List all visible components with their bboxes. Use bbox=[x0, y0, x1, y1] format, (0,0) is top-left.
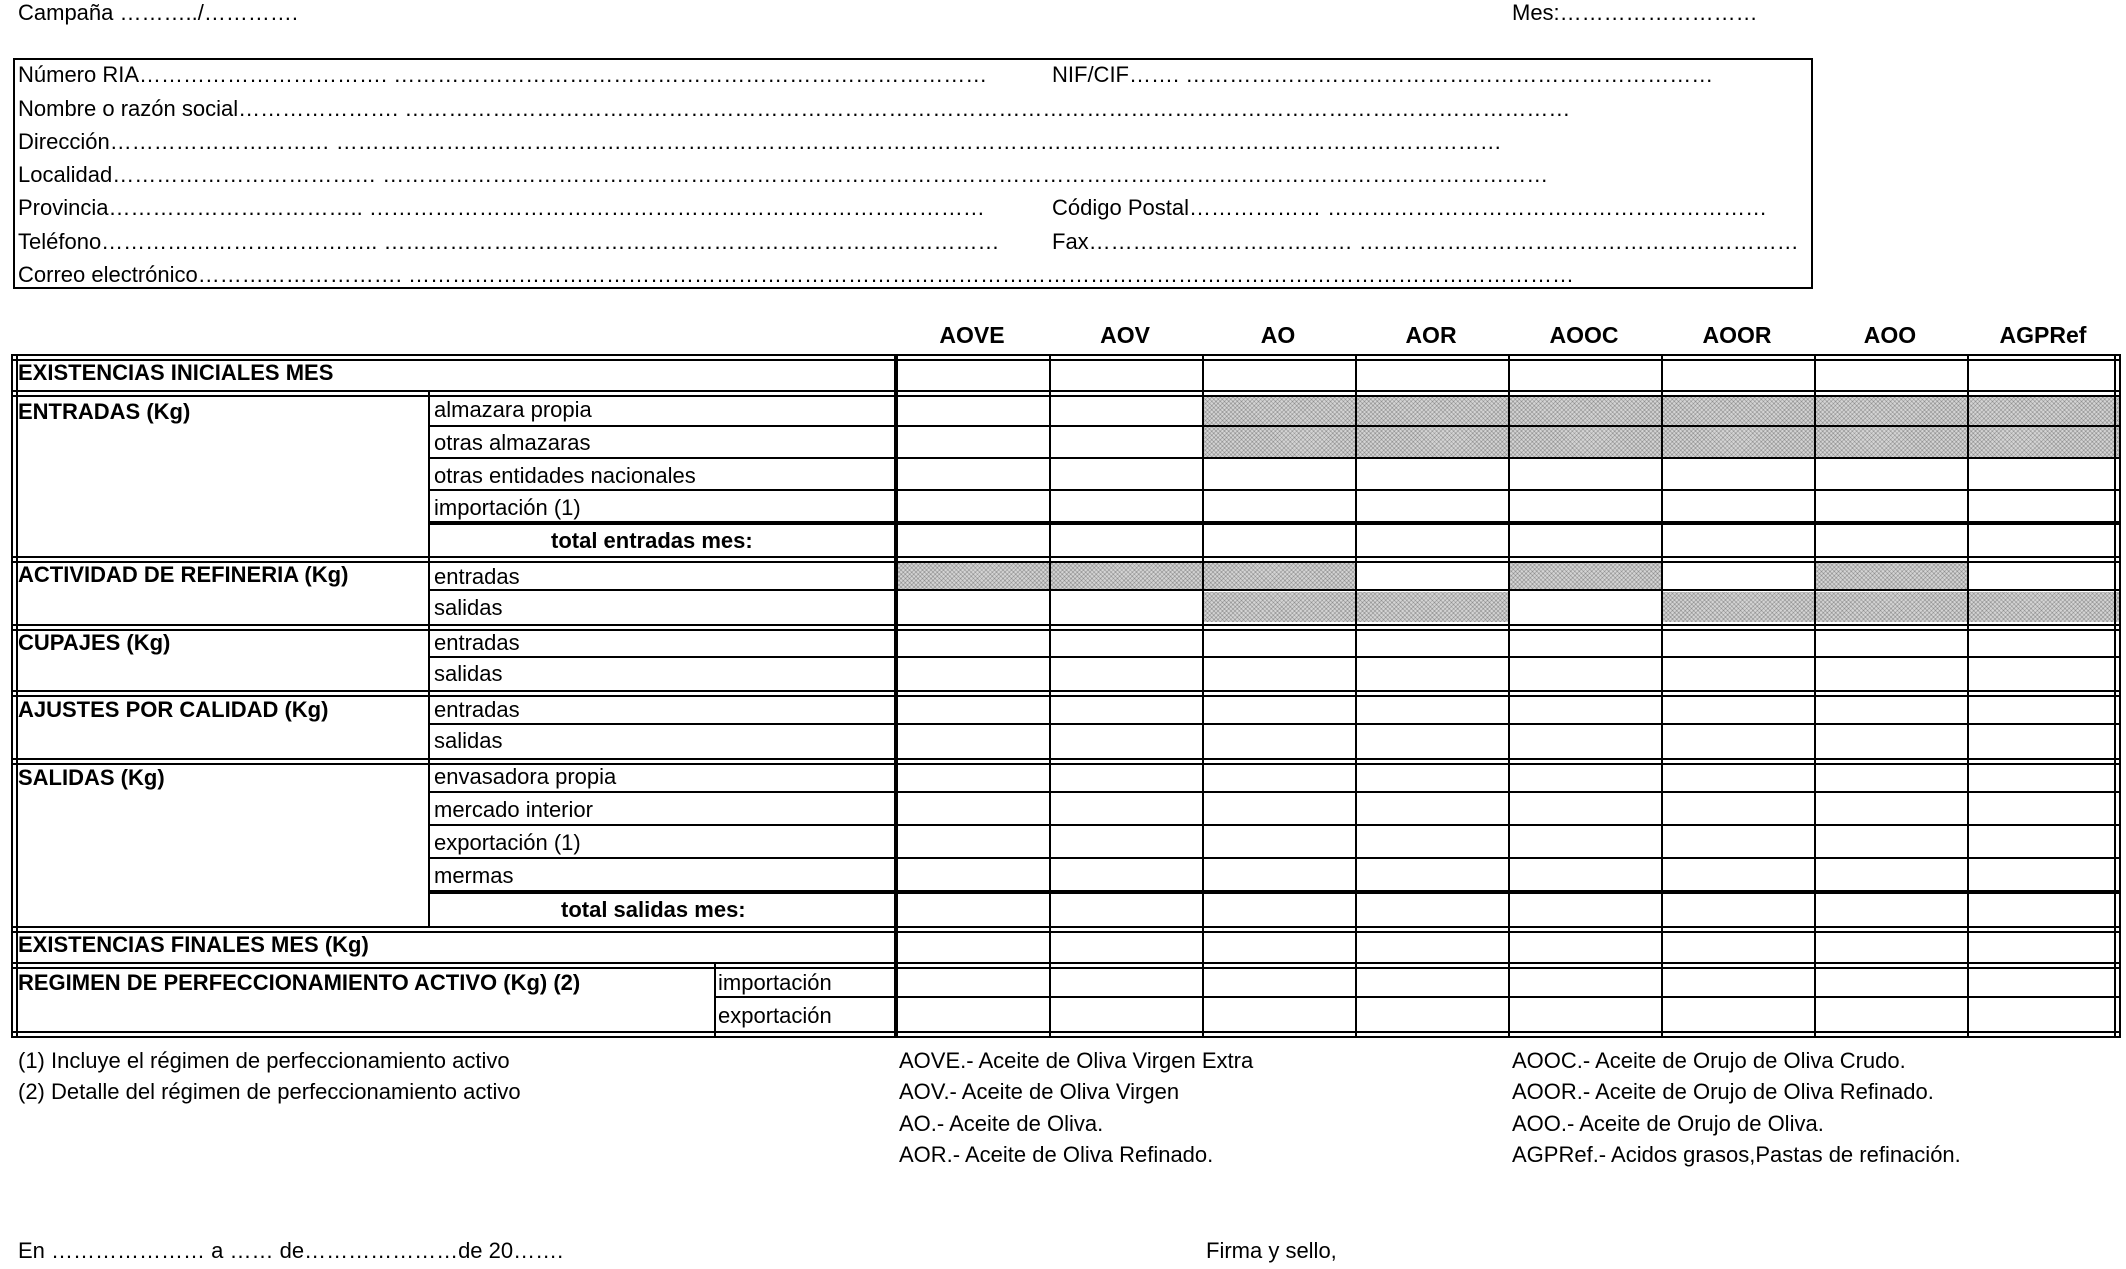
col-header-aov: AOV bbox=[1100, 322, 1150, 348]
row-divider bbox=[428, 457, 2121, 459]
col-header-aoor: AOOR bbox=[1702, 322, 1772, 348]
section-initial-stock: EXISTENCIAS INICIALES MES bbox=[18, 360, 334, 385]
phone-field[interactable]: Teléfono……………………………….. ………………………………………………………………………… bbox=[18, 229, 1000, 254]
campaign-field[interactable]: Campaña ………../…………. bbox=[18, 0, 298, 25]
name-field[interactable]: Nombre o razón social…………………. …………………………………………………………………………………………………………………………………………… bbox=[18, 96, 1571, 121]
col-header-aooc: AOOC bbox=[1549, 322, 1619, 348]
row-aj-salidas: salidas bbox=[434, 728, 503, 753]
address-field[interactable]: Dirección………………………… …………………………………………………………………………………………………………………………………………… bbox=[18, 129, 1502, 154]
col-header-ao: AO bbox=[1260, 322, 1296, 348]
col-header-aor: AOR bbox=[1405, 322, 1457, 348]
column-divider bbox=[1814, 354, 1816, 1038]
row-aj-entradas: entradas bbox=[434, 697, 520, 722]
section-divider-inner bbox=[11, 763, 2121, 765]
legend-aoo: AOO.- Aceite de Orujo de Oliva. bbox=[1512, 1111, 1824, 1136]
row-importacion: importación (1) bbox=[434, 495, 581, 520]
section-divider-inner bbox=[11, 967, 2121, 969]
section-divider bbox=[11, 390, 2121, 392]
nif-field[interactable]: NIF/CIF……. ……………………………………………………………… bbox=[1052, 62, 1714, 87]
section-quality: AJUSTES POR CALIDAD (Kg) bbox=[18, 697, 329, 722]
section-entries: ENTRADAS (Kg) bbox=[18, 399, 191, 424]
col-header-aove: AOVE bbox=[939, 322, 1005, 348]
row-cup-salidas: salidas bbox=[434, 661, 503, 686]
legend-agpref: AGPRef.- Acidos grasos,Pastas de refinación. bbox=[1512, 1142, 1961, 1167]
place-date-field[interactable]: En ………………… a …… de…………………de 20……. bbox=[18, 1238, 564, 1263]
row-divider bbox=[428, 791, 2121, 793]
ria-field[interactable]: Número RIA……………………………. ……………………………………………………………………… bbox=[18, 62, 988, 87]
legend-aov: AOV.- Aceite de Oliva Virgen bbox=[899, 1079, 1180, 1104]
postal-code-field[interactable]: Código Postal……………… …………………………………………………… bbox=[1052, 195, 1768, 220]
label-column-divider bbox=[428, 390, 430, 926]
row-divider bbox=[428, 489, 2121, 491]
row-total-entradas: total entradas mes: bbox=[551, 528, 753, 553]
row-exportacion: exportación (1) bbox=[434, 830, 581, 855]
section-rpa: REGIMEN DE PERFECCIONAMIENTO ACTIVO (Kg) (2) bbox=[18, 970, 581, 995]
locality-field[interactable]: Localidad……………………………… …………………………………………………………………………………………………………………………………………… bbox=[18, 162, 1549, 187]
column-divider bbox=[1355, 354, 1357, 1038]
email-field[interactable]: Correo electrónico………………………. …………………………………………………………………………………………………………………………………………… bbox=[18, 262, 1574, 287]
section-final-stock: EXISTENCIAS FINALES MES (Kg) bbox=[18, 932, 369, 957]
section-divider-inner bbox=[11, 629, 2121, 631]
row-total-salidas: total salidas mes: bbox=[561, 897, 746, 922]
legend-aoor: AOOR.- Aceite de Orujo de Oliva Refinado. bbox=[1512, 1079, 1934, 1104]
row-rpa-export: exportación bbox=[718, 1003, 832, 1028]
shaded-cells-ref-entradas-c bbox=[1815, 561, 1968, 591]
section-outputs: SALIDAS (Kg) bbox=[18, 765, 165, 790]
row-ref-entradas: entradas bbox=[434, 564, 520, 589]
legend-aooc: AOOC.- Aceite de Orujo de Oliva Crudo. bbox=[1512, 1048, 1906, 1073]
month-field[interactable]: Mes:……………………… bbox=[1512, 0, 1758, 25]
note-1: (1) Incluye el régimen de perfeccionamiento activo bbox=[18, 1048, 510, 1073]
section-divider bbox=[11, 624, 2121, 626]
shaded-cells-ref-salidas-b bbox=[1662, 592, 2120, 622]
section-divider-inner bbox=[11, 395, 2121, 397]
data-columns-divider bbox=[894, 354, 898, 1038]
row-divider bbox=[428, 824, 2121, 826]
row-envasadora: envasadora propia bbox=[434, 764, 617, 789]
col-header-aoo: AOO bbox=[1863, 322, 1917, 348]
section-divider bbox=[11, 690, 2121, 692]
row-divider bbox=[428, 656, 2121, 658]
note-2: (2) Detalle del régimen de perfeccionamiento activo bbox=[18, 1079, 521, 1104]
section-refinery: ACTIVIDAD DE REFINERIA (Kg) bbox=[18, 562, 349, 587]
signature-label: Firma y sello, bbox=[1206, 1238, 1337, 1263]
row-almazara-propia: almazara propia bbox=[434, 397, 592, 422]
row-ref-salidas: salidas bbox=[434, 595, 503, 620]
col-header-agpref: AGPRef bbox=[1999, 322, 2087, 348]
row-cup-entradas: entradas bbox=[434, 630, 520, 655]
total-entradas-divider bbox=[428, 521, 2121, 525]
column-divider bbox=[1202, 354, 1204, 1038]
table-border-bottom-inner bbox=[11, 1031, 2121, 1033]
section-divider bbox=[11, 926, 2121, 928]
row-mercado: mercado interior bbox=[434, 797, 593, 822]
legend-ao: AO.- Aceite de Oliva. bbox=[899, 1111, 1104, 1136]
row-divider bbox=[428, 589, 2121, 591]
column-divider bbox=[1967, 354, 1969, 1038]
province-field[interactable]: Provincia…………………………….. ………………………………………………………………………… bbox=[18, 195, 985, 220]
section-divider bbox=[11, 758, 2121, 760]
total-salidas-divider bbox=[428, 890, 2121, 894]
legend-aor: AOR.- Aceite de Oliva Refinado. bbox=[899, 1142, 1214, 1167]
row-otras-almazaras: otras almazaras bbox=[434, 430, 591, 455]
row-mermas: mermas bbox=[434, 863, 514, 888]
row-divider bbox=[428, 857, 2121, 859]
shaded-cells-ref-entradas-a bbox=[896, 561, 1356, 591]
column-divider bbox=[1661, 354, 1663, 1038]
row-divider bbox=[428, 425, 2121, 427]
rpa-label-divider bbox=[714, 962, 716, 1038]
section-divider bbox=[11, 962, 2121, 964]
row-divider bbox=[428, 723, 2121, 725]
column-divider bbox=[1049, 354, 1051, 1038]
row-rpa-import: importación bbox=[718, 970, 832, 995]
row-divider bbox=[714, 996, 2121, 998]
section-blends: CUPAJES (Kg) bbox=[18, 630, 171, 655]
shaded-cells-ref-entradas-b bbox=[1509, 561, 1662, 591]
fax-field[interactable]: Fax……………………………… …………………………………………………… bbox=[1052, 229, 1799, 254]
table-border-bottom bbox=[11, 1036, 2121, 1038]
column-divider bbox=[1508, 354, 1510, 1038]
row-otras-entidades: otras entidades nacionales bbox=[434, 463, 696, 488]
table-border-top bbox=[11, 354, 2121, 356]
legend-aove: AOVE.- Aceite de Oliva Virgen Extra bbox=[899, 1048, 1254, 1073]
section-divider bbox=[11, 556, 2121, 558]
